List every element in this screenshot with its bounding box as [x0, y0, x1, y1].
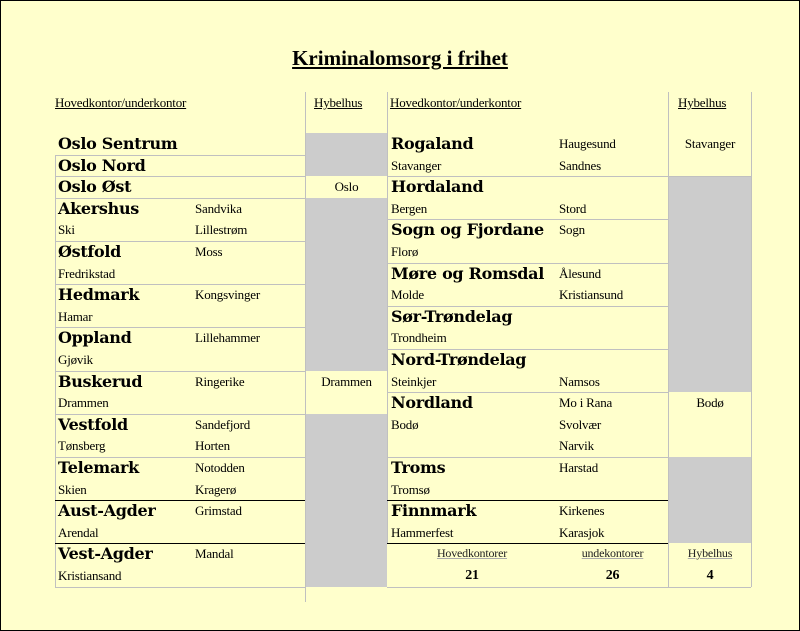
office-main: Rogaland	[391, 134, 474, 153]
office-main: Sør-Trøndelag	[391, 307, 513, 326]
office-main: Oppland	[58, 328, 132, 347]
office-main: Skien	[58, 482, 87, 497]
hybelhus-label: Stavanger	[684, 136, 736, 151]
office-sub: Sogn	[559, 222, 585, 237]
office-sub: Lillestrøm	[195, 222, 248, 237]
summary-value-hybelhus: 4	[706, 568, 714, 583]
office-sub: Stord	[559, 201, 587, 216]
office-sub: Narvik	[559, 438, 594, 453]
office-sub: Kristiansund	[559, 287, 624, 302]
office-sub: Notodden	[195, 460, 245, 475]
office-sub: Mandal	[195, 546, 234, 561]
office-sub: Kragerø	[195, 482, 237, 497]
office-sub: Horten	[195, 438, 230, 453]
summary-value-sub: 26	[605, 568, 620, 583]
office-main: Hamar	[58, 309, 93, 324]
header-right-hybelhus: Hybelhus	[678, 95, 727, 110]
summary-label-main: Hovedkontorer	[436, 546, 508, 560]
office-main: Steinkjer	[391, 374, 437, 389]
office-sub: Ringerike	[195, 374, 245, 389]
office-main: Tromsø	[391, 482, 430, 497]
office-main: Drammen	[58, 395, 109, 410]
office-sub: Mo i Rana	[559, 395, 613, 410]
office-sub: Sandnes	[559, 158, 601, 173]
hybelhus-label: Bodø	[696, 395, 724, 410]
empty-hybelhus-cell	[306, 543, 387, 587]
office-sub: Sandefjord	[195, 417, 251, 432]
office-main: Hammerfest	[391, 525, 454, 540]
office-main: Oslo Øst	[58, 177, 132, 196]
office-main: Bodø	[391, 417, 419, 432]
column-divider	[387, 92, 388, 543]
office-main: Møre og Romsdal	[391, 264, 545, 283]
office-main: Troms	[391, 458, 446, 477]
office-main: Akershus	[58, 199, 139, 218]
office-main: Gjøvik	[58, 352, 93, 367]
office-main: Buskerud	[58, 372, 143, 391]
header-right-office: Hovedkontor/underkontor	[390, 95, 522, 110]
office-main: Nord-Trøndelag	[391, 350, 527, 369]
office-main: Fredrikstad	[58, 266, 116, 281]
empty-hybelhus-cell	[306, 133, 387, 176]
office-main: Nordland	[391, 393, 473, 412]
row-divider	[669, 176, 751, 177]
office-sub: Namsos	[559, 374, 600, 389]
office-main: Bergen	[391, 201, 428, 216]
header-left-office: Hovedkontor/underkontor	[55, 95, 187, 110]
office-main: Aust-Agder	[58, 501, 156, 520]
empty-hybelhus-cell	[669, 176, 751, 392]
row-divider	[387, 587, 751, 588]
office-main: Kristiansand	[58, 568, 122, 583]
column-divider	[751, 92, 752, 587]
header-left-hybelhus: Hybelhus	[314, 95, 363, 110]
office-sub: Sandvika	[195, 201, 242, 216]
empty-hybelhus-cell	[306, 198, 387, 371]
office-main: Molde	[391, 287, 424, 302]
office-main: Finnmark	[391, 501, 477, 520]
office-main: Florø	[391, 244, 419, 259]
office-sub: Lillehammer	[195, 330, 260, 345]
office-main: Oslo Sentrum	[58, 134, 178, 153]
hybelhus-label: Oslo	[334, 179, 359, 194]
office-sub: Grimstad	[195, 503, 242, 518]
office-sub: Ålesund	[559, 266, 601, 281]
summary-value-main: 21	[465, 568, 479, 583]
office-sub: Kirkenes	[559, 503, 605, 518]
hybelhus-label: Drammen	[321, 374, 372, 389]
summary-label-sub: undekontorer	[581, 546, 644, 560]
office-main: Arendal	[58, 525, 99, 540]
summary-label-hybelhus: Hybelhus	[687, 546, 733, 560]
office-sub: Svolvær	[559, 417, 601, 432]
office-main: Vest-Agder	[58, 544, 153, 563]
row-divider	[55, 587, 305, 588]
office-main: Tønsberg	[58, 438, 106, 453]
office-sub: Karasjok	[559, 525, 605, 540]
office-main: Vestfold	[58, 415, 128, 434]
office-sub: Moss	[195, 244, 223, 259]
office-main: Østfold	[58, 242, 122, 261]
office-main: Telemark	[58, 458, 139, 477]
office-sub: Kongsvinger	[195, 287, 260, 302]
office-main: Hedmark	[58, 285, 140, 304]
page-title: Kriminalomsorg i frihet	[292, 46, 508, 70]
office-main: Hordaland	[391, 177, 484, 196]
office-main: Stavanger	[391, 158, 442, 173]
office-main: Trondheim	[391, 330, 447, 345]
office-main: Ski	[58, 222, 75, 237]
office-main: Sogn og Fjordane	[391, 220, 544, 239]
office-sub: Harstad	[559, 460, 599, 475]
empty-hybelhus-cell	[669, 457, 751, 543]
office-sub: Haugesund	[559, 136, 616, 151]
office-main: Oslo Nord	[58, 156, 146, 175]
